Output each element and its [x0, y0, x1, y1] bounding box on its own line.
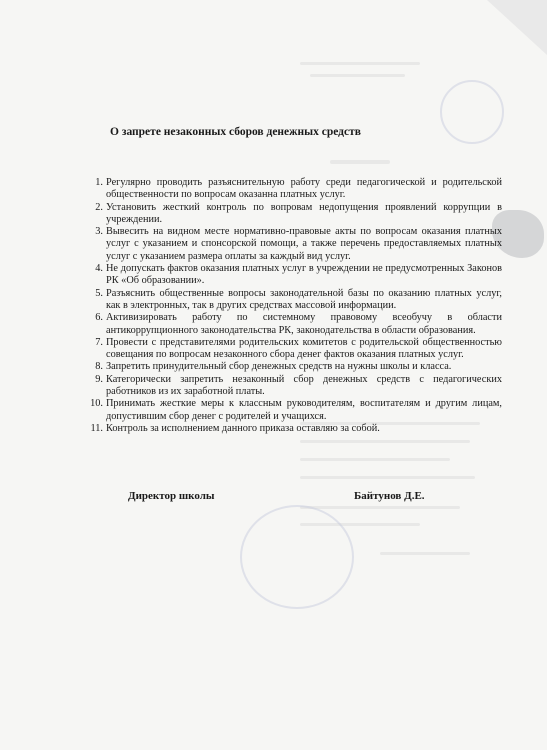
- item-number: 2.: [95, 201, 103, 213]
- folded-corner: [487, 0, 547, 55]
- item-text: Провести с представителями родительских комитетов с родительской общественностью совещания по вопросам незаконного сбора денег фактов оказания платных услуг.: [106, 336, 502, 361]
- faint-stamp: [240, 505, 354, 609]
- list-item: [84, 177, 502, 202]
- show-through-emblem: [440, 80, 504, 144]
- item-text: Запретить принудительный сбор денежных средств на нужны школы и класса.: [106, 361, 452, 373]
- item-text: Активизировать работу по системному правовому всеобучу в области антикоррупционного законодательства РК, законодательства в области образования.: [106, 312, 502, 336]
- item-number: 8.: [95, 361, 103, 373]
- item-text: Вывесить на видном месте нормативно-правовые акты по вопросам оказания платных услуг с указанием и спонсорской помощи, а также перечень предоставляемых платных услуг с указанием размера оплаты за каждый вид услуг.: [106, 226, 502, 262]
- show-through-line: [330, 160, 390, 164]
- item-number: 10.: [90, 398, 103, 410]
- show-through-line: [380, 552, 470, 555]
- item-text: Не допускать фактов оказания платных услуг в учреждении не предусмотренных Законов РК «Об образовании».: [106, 263, 502, 287]
- show-through-line: [300, 458, 450, 461]
- signatory-position: Директор школы: [128, 490, 215, 502]
- list-item: [84, 288, 502, 313]
- signatory-name: Байтунов Д.Е.: [354, 490, 425, 502]
- show-through-line: [300, 440, 470, 443]
- order-items-list: [84, 177, 502, 435]
- item-text: Разъяснить общественные вопросы законодательной базы по оказанию платных услуг, как в электронных, так в других средствах массовой информации.: [106, 287, 502, 311]
- list-item: [84, 226, 502, 263]
- item-number: 11.: [90, 422, 103, 434]
- list-item: [84, 202, 502, 227]
- item-text: Установить жесткий контроль по вопровам недопущения проявлений коррупции в учреждении.: [106, 201, 502, 225]
- list-item: [84, 423, 502, 435]
- item-text: Контроль за исполнением данного приказа оставляю за собой.: [106, 422, 380, 434]
- item-number: 5.: [95, 287, 103, 299]
- list-item: [84, 398, 502, 423]
- item-number: 6.: [95, 312, 103, 324]
- item-number: 7.: [95, 336, 103, 348]
- list-item: [84, 361, 502, 373]
- show-through-line: [300, 506, 460, 509]
- item-number: 4.: [95, 263, 103, 275]
- item-text: Регулярно проводить разъяснительную работу среди педагогической и родительской общественности по вопросам оказанна платных услуг.: [106, 177, 502, 201]
- item-number: 1.: [95, 177, 103, 188]
- item-text: Принимать жесткие меры к классным руководителям, воспитателям и другим лицам, допустившим сбор денег с родителей и учащихся.: [106, 398, 502, 422]
- list-item: [84, 263, 502, 288]
- show-through-line: [310, 74, 405, 77]
- item-number: 9.: [95, 373, 103, 385]
- document-title: О запрете незаконных сборов денежных средств: [110, 126, 361, 138]
- item-number: 3.: [95, 226, 103, 238]
- list-item: [84, 374, 502, 399]
- show-through-line: [300, 62, 420, 65]
- item-text: Категорически запретить незаконный сбор денежных средств с педагогических работников из их заработной платы.: [106, 373, 502, 398]
- show-through-line: [300, 476, 475, 479]
- list-item: [84, 337, 502, 362]
- list-item: [84, 312, 502, 337]
